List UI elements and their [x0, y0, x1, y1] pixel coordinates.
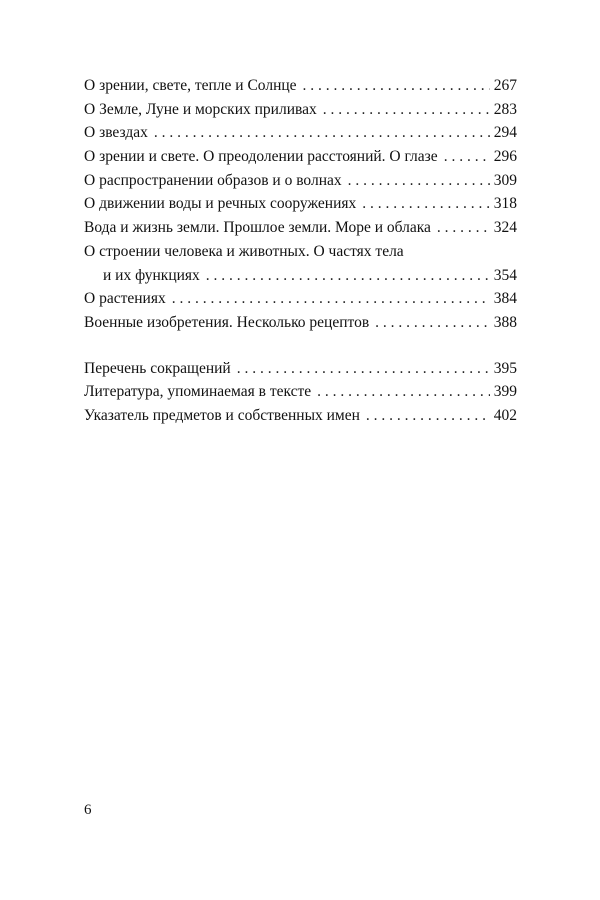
toc-entry-title: Указатель предметов и собственных имен [84, 406, 360, 424]
dot-leader [342, 169, 490, 193]
toc-entry-title: Военные изобретения. Несколько рецептов [84, 313, 370, 331]
toc-entry[interactable] [84, 121, 517, 145]
toc-entry[interactable] [84, 380, 517, 404]
toc-entry-page: 388 [493, 313, 517, 331]
toc-entry[interactable] [84, 192, 517, 216]
dot-leader [317, 98, 490, 122]
toc-entry-title: О звездах [84, 124, 148, 142]
toc-chapters [84, 74, 517, 335]
dot-leader [360, 404, 490, 428]
toc-entry[interactable] [84, 404, 517, 428]
toc-entry-title: О зрении и свете. О преодолении расстояний. О глазе [84, 148, 438, 166]
toc-entry[interactable] [84, 216, 517, 240]
dot-leader [438, 145, 490, 169]
toc-entry-title: Литература, упоминаемая в тексте [84, 383, 312, 401]
dot-leader [297, 74, 490, 98]
toc-entry[interactable] [84, 145, 517, 169]
toc-entry-title: Перечень сокращений [84, 359, 231, 377]
toc-entry[interactable] [84, 264, 517, 288]
toc-entry-page: 324 [493, 219, 517, 237]
toc-entry-title: О движении воды и речных сооружениях [84, 195, 357, 213]
page-number: 6 [84, 802, 92, 818]
toc-entry-page: 309 [493, 171, 517, 189]
dot-leader [231, 357, 490, 381]
dot-leader [166, 287, 490, 311]
toc-entry-title: О Земле, Луне и морских приливах [84, 100, 317, 118]
toc-entry-page: 267 [493, 77, 517, 94]
toc-entry[interactable] [84, 98, 517, 122]
dot-leader [148, 121, 490, 145]
toc-entry-page: 395 [493, 359, 517, 377]
toc-entry-title: О распространении образов и о волнах [84, 171, 342, 189]
dot-leader [369, 311, 490, 335]
toc-entry-title-line1[interactable]: О строении человека и животных. О частях тела [84, 242, 404, 260]
toc-entry-page: 296 [493, 148, 517, 166]
toc-entry-title-line2: и их функциях [103, 266, 200, 284]
toc-entry-title: О зрении, свете, тепле и Солнце [84, 77, 297, 94]
toc-entry-page: 384 [493, 290, 517, 308]
toc-entry[interactable] [84, 357, 517, 381]
toc-entry[interactable] [84, 287, 517, 311]
toc-back-matter [84, 357, 517, 428]
dot-leader [311, 380, 490, 404]
toc-entry-title: Вода и жизнь земли. Прошлое земли. Море и облака [84, 219, 431, 237]
toc-entry[interactable] [84, 169, 517, 193]
toc-entry-page: 399 [493, 383, 517, 401]
toc-entry-page: 354 [493, 266, 517, 284]
toc-entry-page: 402 [493, 406, 517, 424]
toc-entry-page: 318 [493, 195, 517, 213]
toc-entry-title: О растениях [84, 290, 166, 308]
dot-leader [431, 216, 490, 240]
dot-leader [200, 264, 490, 288]
toc-entry-page: 283 [493, 100, 517, 118]
toc-entry[interactable] [84, 74, 517, 98]
toc-entry[interactable] [84, 311, 517, 335]
table-of-contents [84, 74, 517, 428]
toc-entry-page: 294 [493, 124, 517, 142]
dot-leader [356, 192, 489, 216]
